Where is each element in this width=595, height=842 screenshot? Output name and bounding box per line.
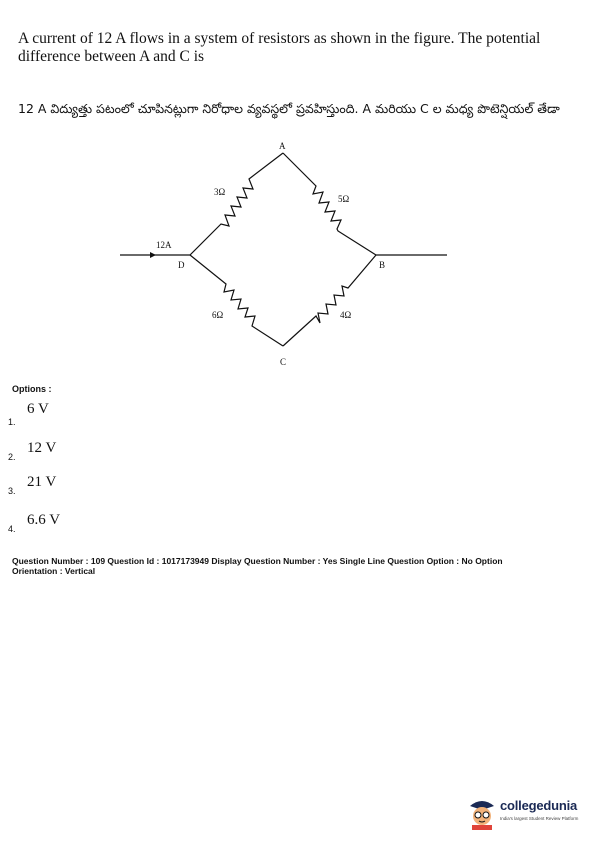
option-value: 21 V (27, 474, 57, 490)
node-b-label: B (379, 260, 386, 270)
option-number: 1. (8, 417, 16, 427)
resistor-cb-label: 4Ω (340, 310, 352, 320)
question-text-english: A current of 12 A flows in a system of resistors as shown in the figure. The potential difference between A and C is (18, 30, 541, 65)
resistor-circuit-diagram (0, 140, 595, 375)
metadata-line-2: Orientation : Vertical (12, 566, 96, 576)
resistor-ab-label: 5Ω (338, 194, 350, 204)
node-d-label: D (178, 260, 185, 270)
option-number: 2. (8, 452, 16, 462)
option-value: 12 V (27, 440, 57, 456)
collegedunia-logo (466, 794, 588, 830)
question-metadata (12, 556, 582, 576)
current-label: 12A (156, 240, 172, 250)
resistor-dc (190, 255, 283, 346)
options-heading: Options : (12, 384, 52, 394)
brand-name: collegedunia (500, 798, 578, 813)
node-c-label: C (280, 357, 287, 367)
mascot-icon (466, 794, 498, 830)
metadata-line-1: Question Number : 109 Question Id : 1017173949 Display Question Number : Yes Single Line Question Option : No Option (12, 556, 503, 566)
option-number: 4. (8, 524, 16, 534)
resistor-ab (283, 153, 376, 255)
option-number: 3. (8, 486, 16, 496)
current-arrow-icon (150, 252, 156, 258)
node-a-label: A (279, 141, 286, 151)
brand-tagline: India's largest Student Review Platform (500, 816, 579, 821)
resistor-dc-label: 6Ω (212, 310, 224, 320)
question-text-telugu: 12 A విద్యుత్తు పటంలో చూపినట్లుగా నిరోధాల వ్యవస్థలో ప్రవహిస్తుంది. A మరియు C ల మధ్య పొటెన్షియల్ తేడా (18, 101, 560, 116)
resistor-da-label: 3Ω (214, 187, 226, 197)
resistor-cb (283, 255, 376, 346)
option-value: 6 V (27, 401, 49, 417)
option-value: 6.6 V (27, 512, 61, 528)
resistor-da (190, 153, 283, 255)
